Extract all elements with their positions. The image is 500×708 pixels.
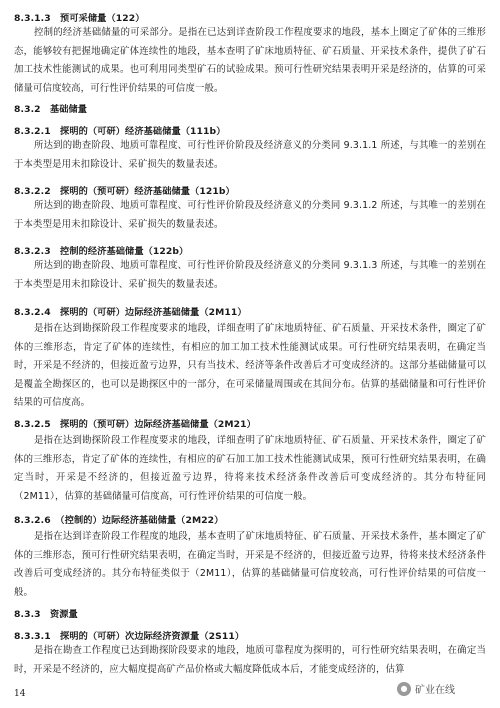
section-paragraph: 是指在达到勘探阶段工作程度要求的地段，详细查明了矿床地质特征、矿石质量、开采技术条件，圈定了矿体的三维形态，肯定了矿体的连续性，有相应的矿石加工加工技术性能测试成果，预可行性研究结果表明，在确定当时，开采是不经济的，但接近盈亏边界，待将来技术经济条件改善后可变成经济的。其分布特征同（2M11），估算的基础储量可信度高，可行性评价结果的可信度一般。 [14,435,486,502]
section-heading: 8.3.2.6 （控制的）边际经济基础储量（2M22） [14,515,224,526]
section-heading: 8.3.2.1 探明的（可研）经济基础储量（111b） [14,126,226,137]
section-paragraph: 所达到的勘查阶段、地质可靠程度、可行性评价阶段及经济意义的分类同 9.3.1.2 所述，与其唯一的差别在于本类型是用未扣除设计、采矿损失的数量表述。 [14,200,486,230]
watermark-text: 矿业在线 [415,685,455,696]
section-heading: 8.3.3.1 探明的（可研）次边际经济资源量（2S11） [14,631,245,642]
section-heading: 8.3.2 基础储量 [14,104,88,115]
section-heading: 8.3.2.3 控制的经济基础储量（122b） [14,246,189,257]
section-paragraph: 是指在达到勘探阶段工作程度要求的地段，详细查明了矿床地质特征、矿石质量、开采技术条件，圈定了矿体的三维形态，肯定了矿体的连续性，有相应的加工加工技术性能测试成果。可行性研究结果表明，在确定当时，开采是不经济的，但接近盈亏边界，只有当技术、经济等条件改善后才可变成经济的。这部分基础储量可以是覆盖全勘探区的，也可以是勘探区中的一部分，在可采储量周围或在其间分布。估算的基础储量和可行性评价结果的可信度高。 [14,323,486,409]
section-heading: 8.3.2.5 探明的（预可研）边际经济基础储量（2M21） [14,419,256,430]
section-paragraph: 控制的经济基础储量的可采部分。是指在已达到详查阶段工作程度要求的地段，基本上圈定了矿体的三维形态，能够较有把握地确定矿体连续性的地段，基本查明了矿床地质特征、矿石质量、开采技术条件，提供了矿石加工技术性能测试的成果。也可利用同类型矿石的试验成果。预可行性研究结果表明开采是经济的，估算的可采储量可信度较高，可行性评价结果的可信度一般。 [14,27,486,94]
section-heading: 8.3.1.3 预可采储量（122） [14,13,145,24]
section-paragraph: 所达到的勘查阶段、地质可靠程度、可行性评价阶段及经济意义的分类同 9.3.1.3 所述，与其唯一的差别在于本类型是用未扣除设计、采矿损失的数量表述。 [14,260,486,290]
section-paragraph: 是指在达到详查阶段工作程度的地段，基本查明了矿床地质特征、矿石质量、开采技术条件，基本圈定了矿体的三维形态，预可行性研究结果表明，在确定当时，开采是不经济的，但接近盈亏边界，待将来技术经济条件改善后可变成经济的。其分布特征类似于（2M11），估算的基础储量可信度较高，可行性评价结果的可信度一般。 [14,531,486,598]
section-heading: 8.3.2.2 探明的（预可研）经济基础储量（121b） [14,186,235,197]
section-heading: 8.3.3 资源量 [14,609,78,620]
watermark [397,681,455,696]
section-heading: 8.3.2.4 探明的（可研）边际经济基础储量（2M11） [14,307,247,318]
section-paragraph: 所达到的勘查阶段、地质可靠程度、可行性评价阶段及经济意义的分类同 9.3.1.1 所述，与其唯一的差别在于本类型是用未扣除设计、采矿损失的数量表述。 [14,140,486,170]
section-paragraph: 是指在勘查工作程度已达到勘探阶段要求的地段，地质可靠程度为探明的，可行性研究结果表明，在确定当时，开采是不经济的，应大幅度提高矿产品价格或大幅度降低成本后，才能变成经济的，估算 [14,645,486,675]
page-number: 14 [14,689,26,699]
wechat-icon: ● [397,682,411,696]
